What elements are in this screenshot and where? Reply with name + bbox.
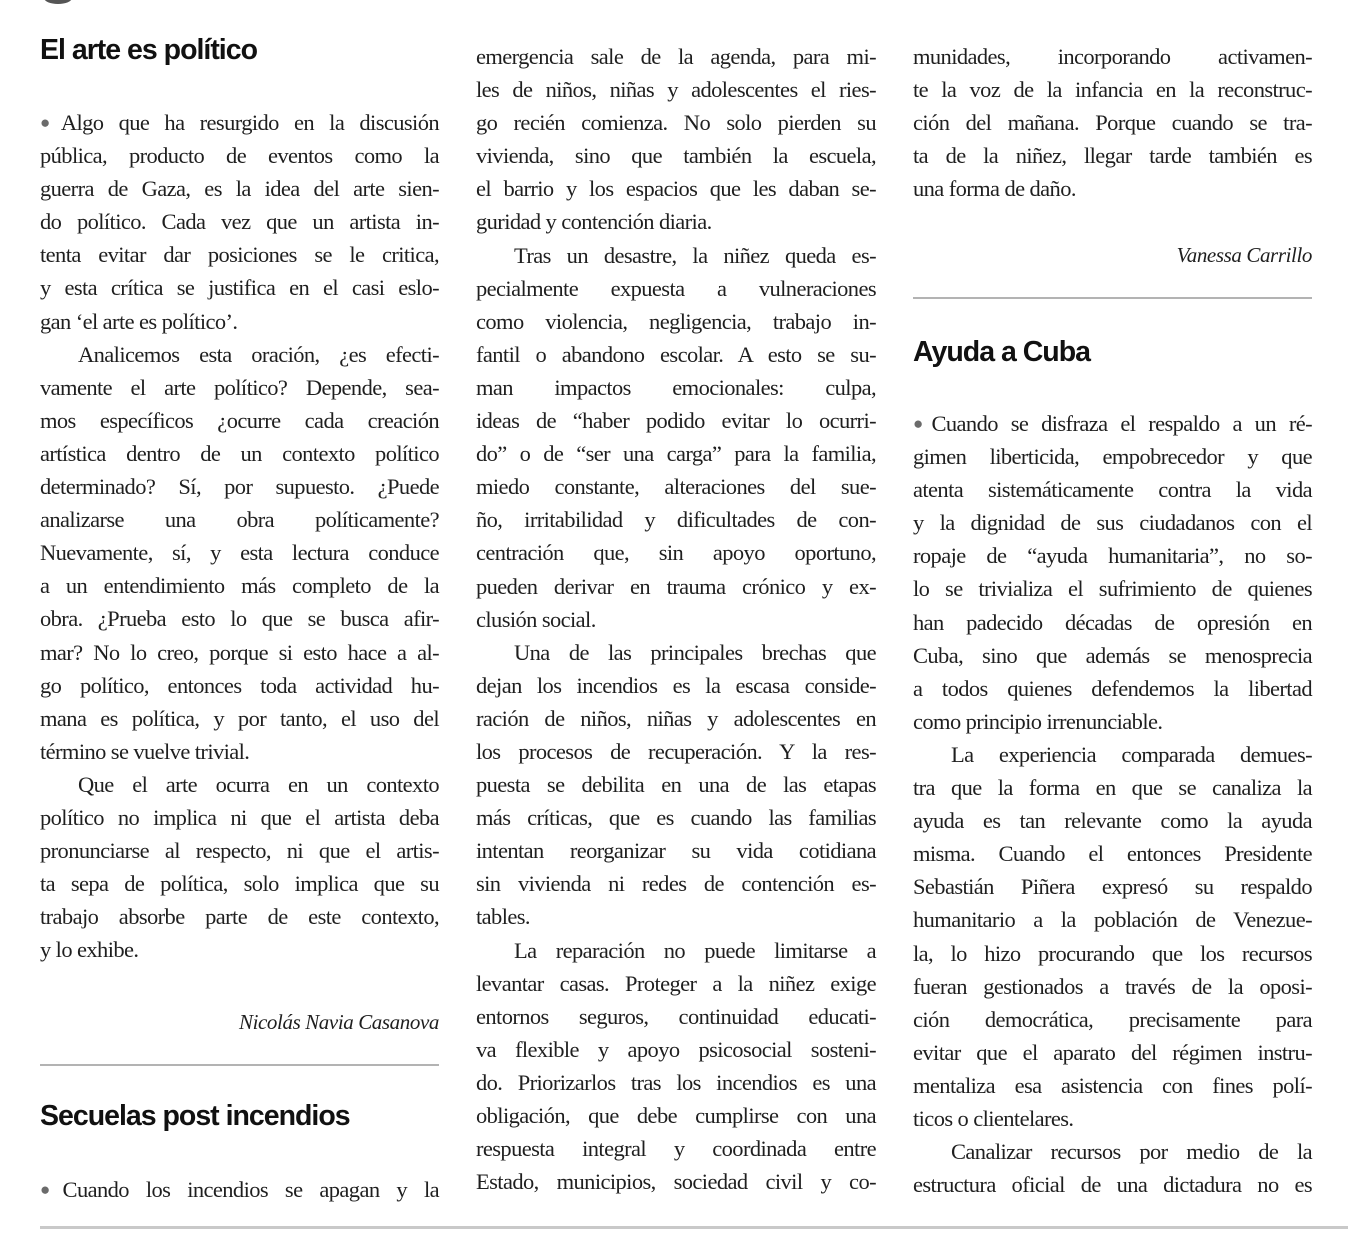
text-line: y lo exhibe. bbox=[40, 937, 139, 963]
text-line: ño, irritabilidad y dificultades de con- bbox=[476, 507, 876, 533]
text-line: levantar casas. Proteger a la niñez exige bbox=[476, 970, 876, 996]
text-line: ración de niños, niñas y adolescentes en bbox=[476, 705, 876, 731]
text-line: vivienda, sino que también la escuela, bbox=[476, 143, 876, 169]
text-line: ideas de “haber podido evitar lo ocurri- bbox=[476, 408, 876, 434]
text-line: tables. bbox=[476, 904, 530, 930]
text-line: a un entendimiento más completo de la bbox=[40, 573, 439, 599]
text-line: han padecido décadas de opresión en bbox=[913, 609, 1312, 635]
text-line: Estado, municipios, sociedad civil y co- bbox=[476, 1169, 876, 1195]
text-line: sin vivienda ni redes de contención es- bbox=[476, 871, 876, 897]
text-line: guridad y contención diaria. bbox=[476, 209, 712, 235]
text-line: ●Algo que ha resurgido en la discusión bbox=[40, 110, 439, 135]
text-line: pueden derivar en trauma crónico y ex- bbox=[476, 573, 876, 599]
text-line: una forma de daño. bbox=[913, 176, 1076, 202]
text-line: mar? No lo creo, porque si esto hace a al- bbox=[40, 639, 439, 665]
text-line: les de niños, niñas y adolescentes el ries- bbox=[476, 77, 876, 103]
text-line: ●Cuando se disfraza el respaldo a un ré- bbox=[913, 411, 1312, 436]
decorative-mark bbox=[44, 0, 72, 4]
text-line: trabajo absorbe parte de este contexto, bbox=[40, 904, 439, 930]
text-line: dejan los incendios es la escasa conside- bbox=[476, 672, 876, 698]
text-line: do político. Cada vez que un artista in- bbox=[40, 209, 439, 235]
heading-el-arte-es-politico: El arte es político bbox=[40, 34, 257, 66]
article-divider bbox=[913, 297, 1312, 299]
text-line: do” o de “ser una carga” para la familia, bbox=[476, 441, 876, 467]
text-line: estructura oficial de una dictadura no es bbox=[913, 1172, 1312, 1198]
text-line: ción democrática, precisamente para bbox=[913, 1006, 1312, 1032]
article-divider bbox=[40, 1064, 439, 1066]
text-line: intentan reorganizar su vida cotidiana bbox=[476, 838, 876, 864]
text-line: humanitario a la población de Venezue- bbox=[913, 907, 1312, 933]
text-line: ●Cuando los incendios se apagan y la bbox=[40, 1177, 439, 1202]
text-line: obligación, que debe cumplirse con una bbox=[476, 1103, 876, 1128]
text-line: mana es política, y por tanto, el uso del bbox=[40, 705, 439, 731]
text-line: go político, entonces toda actividad hu- bbox=[40, 672, 439, 698]
article-secuelas-continued bbox=[476, 40, 876, 1198]
text-line: go recién comienza. No solo pierden su bbox=[476, 110, 876, 136]
text-line: pronunciarse al respecto, ni que el artis- bbox=[40, 838, 439, 864]
text-line: centración que, sin apoyo oportuno, bbox=[476, 540, 876, 566]
heading-secuelas-post-incendios: Secuelas post incendios bbox=[40, 1100, 350, 1132]
text-line: lo se trivializa el sufrimiento de quienes bbox=[913, 576, 1312, 602]
text-line: emergencia sale de la agenda, para mi- bbox=[476, 44, 876, 69]
text-line: ta sepa de política, solo implica que su bbox=[40, 871, 439, 897]
text-line: ción del mañana. Porque cuando se tra- bbox=[913, 110, 1312, 136]
article-secuelas-ending bbox=[913, 40, 1312, 205]
author-signature: Vanessa Carrillo bbox=[1176, 243, 1312, 267]
text-line: ayuda es tan relevante como la ayuda bbox=[913, 808, 1312, 834]
text-line: gimen liberticida, empobrecedor y que bbox=[913, 444, 1312, 470]
text-line: va flexible y apoyo psicosocial sosteni- bbox=[476, 1036, 876, 1062]
text-line: tra que la forma en que se canaliza la bbox=[913, 775, 1312, 801]
text-line: La experiencia comparada demues- bbox=[951, 741, 1312, 767]
text-line: el barrio y los espacios que les daban se- bbox=[476, 176, 876, 202]
text-line: artística dentro de un contexto político bbox=[40, 440, 439, 466]
text-line: ticos o clientelares. bbox=[913, 1105, 1074, 1131]
text-line: clusión social. bbox=[476, 606, 596, 632]
text-line: Canalizar recursos por medio de la bbox=[951, 1139, 1312, 1165]
text-line: puesta se debilita en una de las etapas bbox=[476, 772, 876, 798]
text-line: La reparación no puede limitarse a bbox=[514, 937, 876, 963]
text-line: pública, producto de eventos como la bbox=[40, 143, 439, 169]
text-line: término se vuelve trivial. bbox=[40, 738, 250, 764]
text-line: miedo constante, alteraciones del sue- bbox=[476, 474, 876, 500]
text-line: tenta evitar dar posiciones se le critica, bbox=[40, 242, 439, 268]
text-line: entornos seguros, continuidad educati- bbox=[476, 1003, 876, 1029]
text-line: Analicemos esta oración, ¿es efecti- bbox=[78, 341, 439, 367]
text-line: mos específicos ¿ocurre cada creación bbox=[40, 407, 439, 433]
page-bottom-rule bbox=[40, 1226, 1348, 1229]
text-line: la, lo hizo procurando que los recursos bbox=[913, 940, 1312, 966]
text-line: vamente el arte político? Depende, sea- bbox=[40, 374, 439, 400]
text-line: mentaliza esa asistencia con fines polí- bbox=[913, 1072, 1312, 1098]
article-ayuda-a-cuba bbox=[913, 407, 1312, 1201]
bullet-icon: ● bbox=[913, 414, 931, 433]
text-line: a todos quienes defendemos la libertad bbox=[913, 675, 1312, 701]
text-line: atenta sistemáticamente contra la vida bbox=[913, 477, 1312, 503]
text-line: analizarse una obra políticamente? bbox=[40, 507, 439, 533]
text-line: ropaje de “ayuda humanitaria”, no so- bbox=[913, 543, 1312, 569]
text-line: Nuevamente, sí, y esta lectura conduce bbox=[40, 540, 439, 566]
text-line: ta de la niñez, llegar tarde también es bbox=[913, 143, 1312, 169]
heading-ayuda-a-cuba: Ayuda a Cuba bbox=[913, 336, 1090, 368]
text-line: Cuba, sino que además se menosprecia bbox=[913, 642, 1312, 668]
text-line: obra. ¿Prueba esto lo que se busca afir- bbox=[40, 606, 439, 632]
text-line: fueran gestionados a través de la oposi- bbox=[913, 973, 1312, 999]
text-line: como violencia, negligencia, trabajo in- bbox=[476, 308, 876, 334]
text-line: guerra de Gaza, es la idea del arte sien- bbox=[40, 176, 439, 202]
text-line: político no implica ni que el artista deba bbox=[40, 804, 439, 830]
text-line: man impactos emocionales: culpa, bbox=[476, 374, 876, 400]
text-line: te la voz de la infancia en la reconstruc- bbox=[913, 77, 1312, 103]
text-line: Una de las principales brechas que bbox=[514, 639, 876, 665]
text-line: do. Priorizarlos tras los incendios es una bbox=[476, 1069, 876, 1095]
text-line: gan ‘el arte es político’. bbox=[40, 308, 238, 334]
bullet-icon: ● bbox=[40, 113, 60, 132]
bullet-icon: ● bbox=[40, 1180, 62, 1199]
text-line: los procesos de recuperación. Y la res- bbox=[476, 738, 876, 764]
text-line: determinado? Sí, por supuesto. ¿Puede bbox=[40, 474, 439, 500]
text-line: como principio irrenunciable. bbox=[913, 708, 1163, 734]
text-line: y esta crítica se justifica en el casi eslo- bbox=[40, 275, 439, 301]
text-line: Sebastián Piñera expresó su respaldo bbox=[913, 874, 1312, 900]
author-signature: Nicolás Navia Casanova bbox=[238, 1010, 439, 1034]
text-line: fantil o abandono escolar. A esto se su- bbox=[476, 341, 876, 367]
text-line: y la dignidad de sus ciudadanos con el bbox=[913, 510, 1312, 536]
article-el-arte-es-politico bbox=[40, 106, 439, 966]
text-line: respuesta integral y coordinada entre bbox=[476, 1136, 876, 1162]
text-line: Tras un desastre, la niñez queda es- bbox=[514, 242, 876, 268]
text-line: munidades, incorporando activamen- bbox=[913, 44, 1312, 69]
text-line: pecialmente expuesta a vulneraciones bbox=[476, 275, 876, 301]
text-line: evitar que el aparato del régimen instru- bbox=[913, 1039, 1312, 1065]
text-line: misma. Cuando el entonces Presidente bbox=[913, 841, 1312, 867]
text-line: Que el arte ocurra en un contexto bbox=[78, 771, 439, 797]
text-line: más críticas, que es cuando las familias bbox=[476, 805, 876, 831]
